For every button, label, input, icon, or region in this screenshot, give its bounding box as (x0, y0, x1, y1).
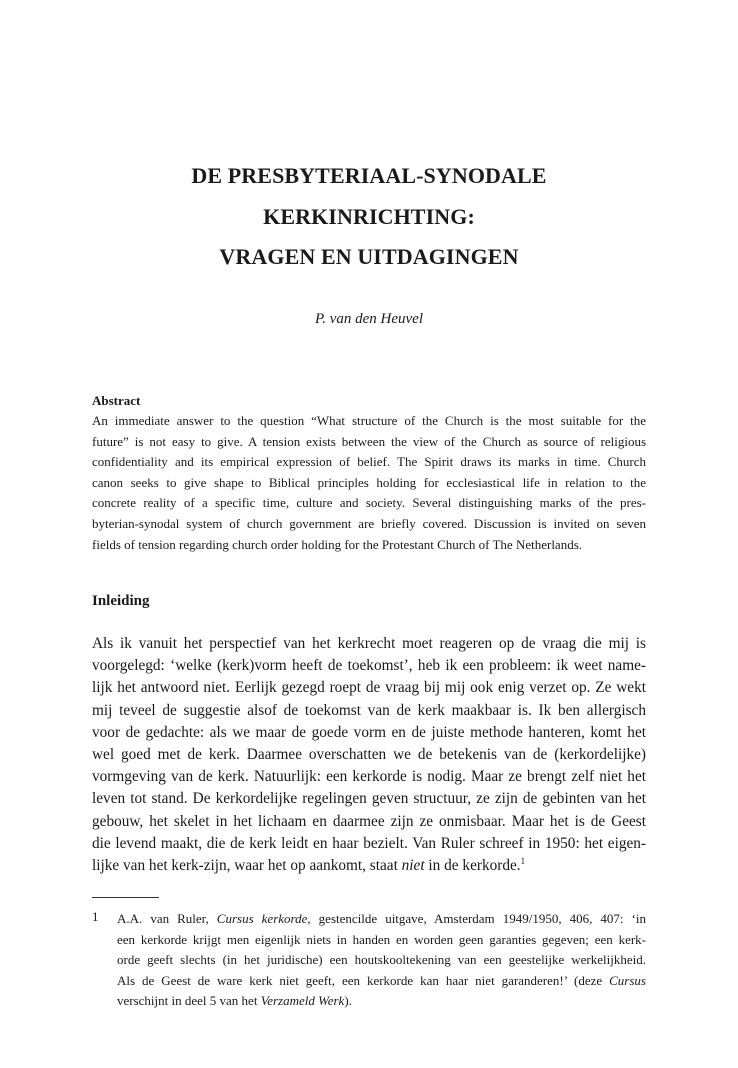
body-paragraph (92, 633, 646, 877)
footnote-run: gestencilde uitgave, Amsterdam 1949/1950, 406, 407: ‘in (310, 911, 646, 926)
abstract-text (92, 411, 646, 555)
body-line: mij teveel de suggestie alsof de toekomst van de kerk maakbaar is. Ik ben allergisch (92, 701, 646, 719)
footnote-italic-run: Cursus kerkorde, (216, 911, 311, 926)
footnote-run: A.A. van Ruler, (117, 911, 217, 926)
footnote-line (117, 909, 646, 930)
footnote-number: 1 (92, 909, 99, 924)
footnote-run: verschijnt in deel 5 van het (117, 993, 261, 1009)
article-title (0, 156, 738, 278)
body-line: lijk het antwoord niet. Eerlijk gezegd roept de vraag bij mij ook enig verzet op. Ze wekt (92, 679, 646, 697)
abstract-line: confidentiality and its empirical expression of belief. The Spirit draws its marks in time. Church (92, 454, 646, 470)
footnote-line: orde geeft slechts (in het juridische) een houtskooltekening van een geestelijke werkelijkheid. (117, 952, 646, 968)
author-name: P. van den Heuvel (314, 311, 424, 327)
abstract-line: concrete reality of a specific time, culture and society. Several distinguishing marks of the pres- (92, 495, 646, 511)
abstract-line: An immediate answer to the question “What structure of the Church is the most suitable for the (92, 413, 646, 428)
title-line: KERKINRICHTING: (263, 203, 475, 229)
footnote-italic-run: Cursus (609, 972, 646, 988)
footnote-reference[interactable]: 1 (520, 855, 526, 866)
footnote-italic-run: Verzameld Werk (260, 993, 345, 1009)
body-line: die levend maakt, die de kerk leidt en haar bezielt. Van Ruler schreef in 1950: het eigen- (92, 834, 646, 852)
footnote-run: Als de Geest de ware kerk niet geeft, een kerkorde kan haar niet garanderen!’ (deze (117, 972, 610, 988)
body-line: wel goed met de kerk. Daarmee overschatten we de betekenis van de (kerkordelijke) (92, 745, 646, 763)
footnote-divider (92, 897, 159, 898)
body-line (92, 855, 646, 877)
body-line: gebouw, het skelet in het lichaam en daarmee zijn ze onmisbaar. Maar het is de Geest (92, 812, 646, 830)
abstract-heading: Abstract (92, 393, 141, 408)
title-line: DE PRESBYTERIAAL-SYNODALE (191, 163, 547, 188)
footnote-line (117, 991, 646, 1012)
abstract-line: fields of tension regarding church order holding for the Protestant Church of The Netherlands. (92, 536, 583, 552)
section-heading: Inleiding (92, 593, 150, 609)
abstract-line: canon seeks to give shape to Biblical principles holding for ecclesiastical life in relation to the (92, 474, 646, 490)
abstract-line: future” is not easy to give. A tension exists between the view of the Church as source of religious (92, 433, 646, 449)
abstract-line: byterian-synodal system of church government are briefly covered. Discussion is invited on seven (92, 515, 646, 531)
body-line: voorgelegd: ‘welke (kerk)vorm heeft de toekomst’, heb ik een probleem: ik weet name- (92, 657, 646, 675)
body-text-run: lijke van het kerk-zijn, waar het op aankomt, staat (92, 856, 402, 874)
footnote-text (117, 909, 646, 1012)
body-text-run: in de kerkorde. (424, 856, 521, 874)
body-line: leven tot stand. De kerkordelijke regelingen geven structuur, ze zijn de gebinten van het (92, 790, 646, 808)
body-italic-run: niet (401, 856, 425, 874)
title-line: VRAGEN EN UITDAGINGEN (219, 244, 519, 269)
footnote-run: ). (344, 993, 352, 1009)
body-line: vormgeving van de kerk. Natuurlijk: een kerkorde is nodig. Maar ze brengt zelf niet het (92, 768, 646, 786)
footnote-line: een kerkorde krijgt men eigenlijk niets in handen en worden geen garanties gegeven; een kerk- (117, 931, 646, 947)
body-line: Als ik vanuit het perspectief van het kerkrecht moet reageren op de vraag die mij is (92, 635, 646, 652)
footnote-line (117, 971, 646, 992)
body-line: voor de gedachte: als we maar de goede vorm en de juiste methode hanteren, komt het (92, 723, 646, 741)
